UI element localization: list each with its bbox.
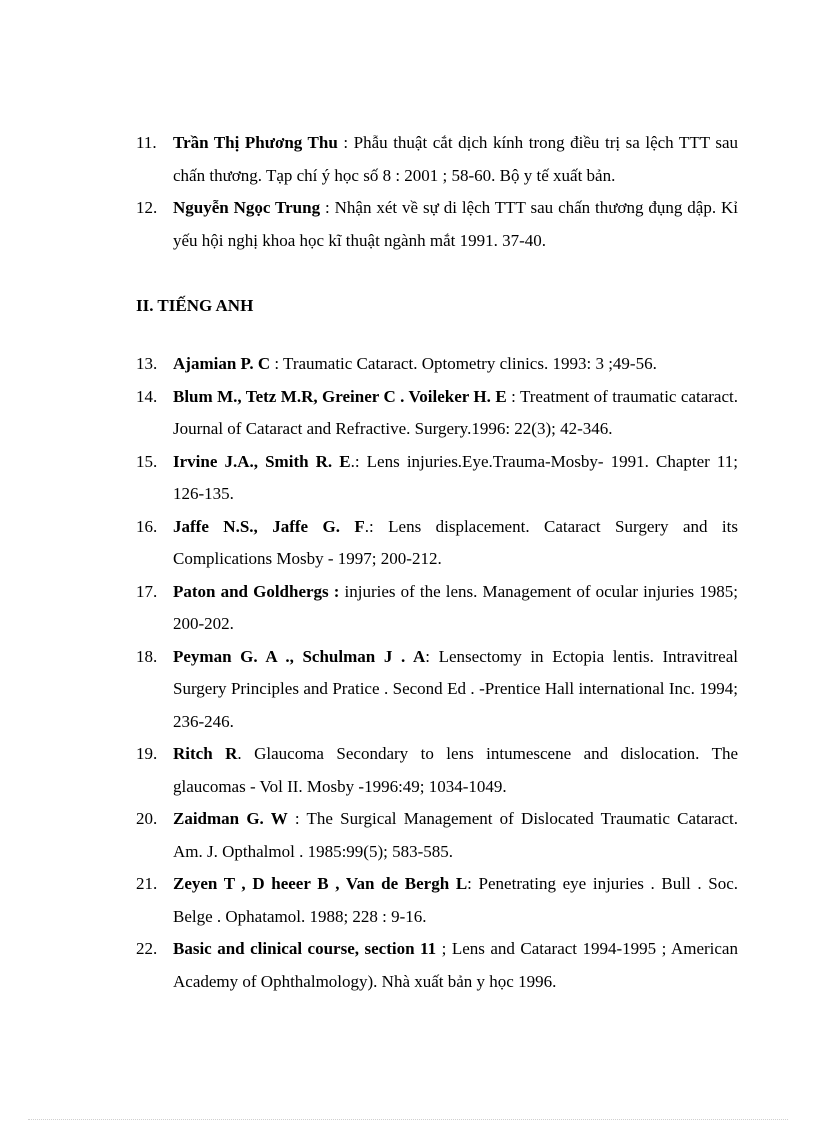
reference-author: Peyman G. A ., Schulman J . A	[173, 646, 426, 666]
reference-item	[136, 348, 738, 381]
reference-author: Ajamian P. C	[173, 354, 271, 373]
reference-number: 13.	[136, 354, 158, 373]
reference-number: 22.	[136, 939, 158, 958]
reference-text: injuries of the lens. Management of ocular injuries 1985; 200-202.	[173, 581, 738, 633]
reference-number: 16.	[136, 516, 158, 536]
reference-text: . Glaucoma Secondary to lens intumescene and dislocation. The glaucomas - Vol II. Mosby -1996:49; 1034-1049.	[173, 744, 738, 796]
reference-author: Basic and clinical course, section 11	[173, 939, 437, 958]
reference-author: Irvine J.A., Smith R. E	[173, 451, 351, 471]
reference-text: : Treatment of traumatic cataract. Journal of Cataract and Refractive. Surgery.1996: 22(3); 42-346.	[173, 386, 738, 438]
reference-text: .: Lens displacement. Cataract Surgery and its Complications Mosby - 1997; 200-212.	[173, 516, 738, 568]
reference-number: 19.	[136, 744, 158, 763]
reference-number: 15.	[136, 451, 158, 471]
english-reference-list	[136, 348, 738, 998]
reference-item	[136, 641, 738, 739]
reference-text: : Phẫu thuật cắt dịch kính trong điều trị sa lệch TTT sau chấn thương. Tạp chí ý học số 8 : 2001 ; 58-60. Bộ y tế xuất bản.	[173, 133, 738, 185]
reference-author: Jaffe N.S., Jaffe G. F	[173, 516, 365, 536]
reference-number: 17.	[136, 581, 158, 601]
reference-item	[136, 381, 738, 446]
page-bottom-divider	[28, 1119, 788, 1120]
reference-author: Trần Thị Phương Thu	[173, 133, 338, 152]
reference-item	[136, 803, 738, 868]
reference-author: Ritch R	[173, 744, 238, 763]
reference-text: : Traumatic Cataract. Optometry clinics. 1993: 3 ;49-56.	[270, 354, 657, 373]
reference-text: ; Lens and Cataract 1994-1995 ; American Academy of Ophthalmology). Nhà xuất bản y học 1996.	[173, 939, 738, 991]
reference-text: .: Lens injuries.Eye.Trauma-Mosby- 1991. Chapter 11; 126-135.	[173, 451, 738, 503]
reference-number: 18.	[136, 646, 158, 666]
reference-author: Paton and Goldhergs :	[173, 581, 340, 601]
reference-text: : Nhận xét về sự di lệch TTT sau chấn thương đụng dập. Kỉ yếu hội nghị khoa học kĩ thuật ngành mắt 1991. 37-40.	[173, 198, 738, 250]
reference-author: Blum M., Tetz M.R, Greiner C . Voileker H. E	[173, 386, 507, 406]
section-heading: II. TIẾNG ANH	[136, 296, 254, 315]
reference-text: : Lensectomy in Ectopia lentis. Intravitreal Surgery Principles and Pratice . Second Ed . -Prentice Hall international Inc. 1994; 236-246.	[173, 646, 738, 731]
reference-number: 20.	[136, 809, 158, 828]
reference-text: : The Surgical Management of Dislocated Traumatic Cataract. Am. J. Opthalmol . 1985:99(5); 583-585.	[173, 809, 738, 861]
reference-item	[136, 511, 738, 576]
reference-item	[136, 576, 738, 641]
reference-number: 14.	[136, 386, 158, 406]
reference-author: Nguyễn Ngọc Trung	[173, 198, 321, 217]
reference-item	[136, 192, 738, 257]
reference-number: 21.	[136, 874, 158, 893]
reference-item	[136, 933, 738, 998]
reference-number: 12.	[136, 198, 158, 217]
reference-author: Zaidman G. W	[173, 809, 288, 828]
reference-author: Zeyen T , D heeer B , Van de Bergh L	[173, 874, 468, 893]
reference-item	[136, 127, 738, 192]
reference-item	[136, 868, 738, 933]
reference-number: 11.	[136, 133, 157, 152]
reference-item	[136, 446, 738, 511]
reference-item	[136, 738, 738, 803]
reference-text: : Penetrating eye injuries . Bull . Soc. Belge . Ophatamol. 1988; 228 : 9-16.	[173, 874, 739, 926]
vietnamese-reference-list	[136, 127, 738, 257]
